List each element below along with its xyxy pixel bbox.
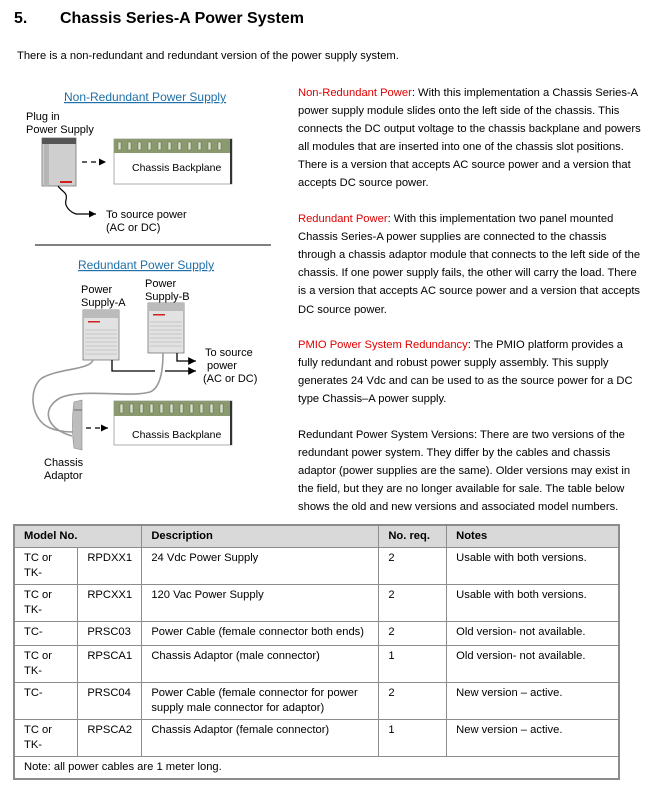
redundant-paragraph — [298, 210, 643, 319]
power-supply-a-icon — [83, 310, 119, 360]
redundant-title: Redundant Power Supply — [78, 258, 215, 272]
cell-model: PRSC03 — [78, 622, 142, 646]
table-row — [14, 548, 619, 585]
supply-b-source-arrow — [177, 353, 196, 361]
description-column — [298, 84, 643, 534]
plug-in-power-supply-icon — [42, 138, 76, 186]
intro-text: There is a non-redundant and redundant version of the power supply system. — [17, 50, 399, 62]
supply-b-label-1: Power — [145, 278, 177, 290]
header-notes: Notes — [447, 525, 619, 548]
cell-description: 24 Vdc Power Supply — [142, 548, 379, 585]
non-redundant-title: Non-Redundant Power Supply — [64, 90, 227, 104]
source-cable-icon — [58, 186, 96, 214]
cell-prefix: TC- — [14, 622, 78, 646]
table-row — [14, 683, 619, 720]
pmio-body: : The PMIO platform provides a fully redundant and robust power supply assembly. This supply generates 24 Vdc and can be used to as the source power for a DC type Chassis–A power supply. — [298, 339, 633, 406]
cell-no-req: 1 — [379, 646, 447, 683]
pmio-paragraph — [298, 336, 643, 408]
cell-no-req: 2 — [379, 622, 447, 646]
plug-in-label-1: Plug in — [26, 111, 60, 123]
cell-no-req: 2 — [379, 585, 447, 622]
cell-no-req: 2 — [379, 683, 447, 720]
cell-description: 120 Vac Power Supply — [142, 585, 379, 622]
pmio-term: PMIO Power System Redundancy — [298, 339, 468, 352]
redundant-backplane-label: Chassis Backplane — [132, 429, 222, 441]
cell-prefix: TC or TK- — [14, 720, 78, 757]
cell-description: Power Cable (female connector both ends) — [142, 622, 379, 646]
supply-a-label-1: Power — [81, 284, 113, 296]
power-supply-diagram — [0, 80, 290, 500]
redundant-term: Redundant Power — [298, 213, 388, 226]
redundant-source-label-2: power — [207, 360, 237, 372]
cell-notes: New version – active. — [447, 720, 619, 757]
non-redundant-body: : With this implementation a Chassis Series-A power supply module slides onto the left side of the chassis. This connects the DC output voltage to the chassis backplane and powers all modules that are inserted into one of the chassis slot positions. There is a version that accepts AC source power and a version that accepts DC source power. — [298, 87, 641, 190]
non-redundant-paragraph — [298, 84, 643, 193]
cell-prefix: TC or TK- — [14, 585, 78, 622]
cell-description: Chassis Adaptor (female connector) — [142, 720, 379, 757]
cell-no-req: 1 — [379, 720, 447, 757]
redundant-source-label-1: To source — [205, 347, 253, 359]
chassis-adaptor-icon — [73, 400, 83, 450]
cell-model: RPDXX1 — [78, 548, 142, 585]
model-numbers-table — [13, 524, 620, 780]
cell-model: RPCXX1 — [78, 585, 142, 622]
table-row — [14, 646, 619, 683]
header-model-no: Model No. — [14, 525, 142, 548]
section-number: 5. — [14, 10, 28, 27]
supply-b-label-2: Supply-B — [145, 291, 190, 303]
table-row — [14, 720, 619, 757]
backplane-label: Chassis Backplane — [132, 162, 222, 174]
non-redundant-diagram — [26, 90, 232, 234]
table-footnote-row — [14, 757, 619, 780]
cell-prefix: TC- — [14, 683, 78, 720]
redundant-body: : With this implementation two panel mounted Chassis Series-A power supplies are connected to the chassis through a chassis adaptor module that connects to the left side of the chassis. If one power supply fails, the other will carry the load. There is a version that accepts AC source power and a version that accepts DC source power. — [298, 213, 641, 316]
redundant-chassis-backplane-icon — [114, 401, 232, 445]
adaptor-label-1: Chassis — [44, 457, 84, 469]
cell-notes: New version – active. — [447, 683, 619, 720]
chassis-backplane-icon — [114, 139, 232, 184]
cell-description: Chassis Adaptor (male connector) — [142, 646, 379, 683]
plug-in-label-2: Power Supply — [26, 124, 94, 136]
redundant-diagram — [33, 258, 257, 482]
cell-model: RPSCA2 — [78, 720, 142, 757]
non-redundant-term: Non-Redundant Power — [298, 87, 412, 99]
source-label-1: To source power — [106, 209, 187, 221]
table-footnote: Note: all power cables are 1 meter long. — [14, 757, 619, 780]
header-description: Description — [142, 525, 379, 548]
table-header-row — [14, 525, 619, 548]
supply-a-source-line — [112, 360, 155, 371]
redundant-source-label-3: (AC or DC) — [203, 373, 258, 385]
cell-model: RPSCA1 — [78, 646, 142, 683]
power-supply-b-icon — [148, 303, 184, 353]
cell-no-req: 2 — [379, 548, 447, 585]
source-label-2: (AC or DC) — [106, 222, 161, 234]
cell-notes: Old version- not available. — [447, 622, 619, 646]
section-title: Chassis Series-A Power System — [60, 10, 304, 27]
cell-notes: Usable with both versions. — [447, 548, 619, 585]
table-row — [14, 622, 619, 646]
adaptor-label-2: Adaptor — [44, 470, 83, 482]
table-row — [14, 585, 619, 622]
cell-model: PRSC04 — [78, 683, 142, 720]
versions-paragraph: Redundant Power System Versions: There are two versions of the redundant power system. They differ by the cables and chassis adaptor (power supplies are the same). Older versions may exist in the field, but they are no longer available for sale. The table below shows the old and new versions and associated model numbers. — [298, 429, 631, 514]
cell-prefix: TC or TK- — [14, 646, 78, 683]
cell-notes: Old version- not available. — [447, 646, 619, 683]
cell-description: Power Cable (female connector for power supply male connector for adaptor) — [142, 683, 379, 720]
cell-prefix: TC or TK- — [14, 548, 78, 585]
supply-a-label-2: Supply-A — [81, 297, 126, 309]
header-no-req: No. req. — [379, 525, 447, 548]
cell-notes: Usable with both versions. — [447, 585, 619, 622]
